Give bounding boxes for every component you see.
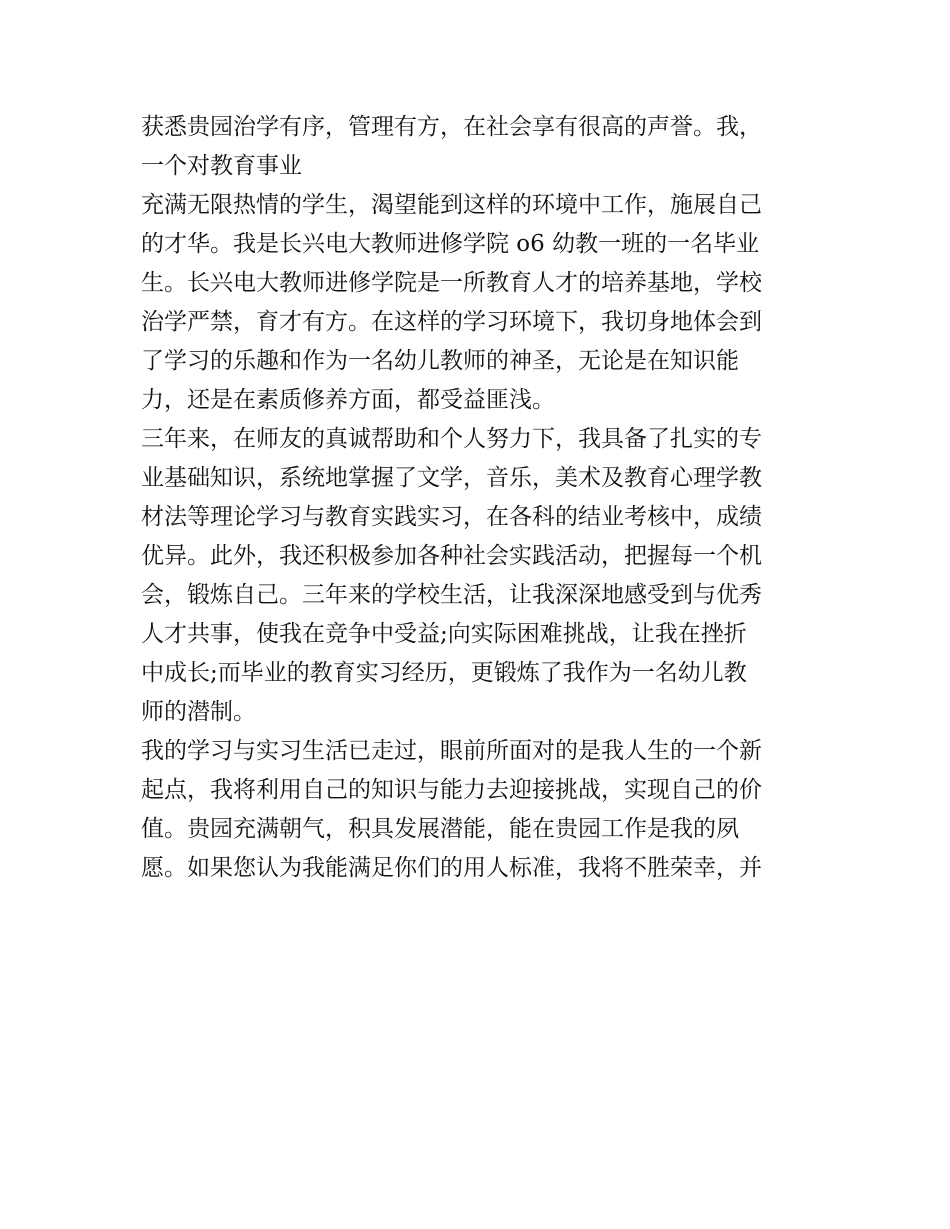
text-line: 起点，我将利用自己的知识与能力去迎接挑战，实现自己的价	[141, 777, 762, 803]
text-line: 生。长兴电大教师进修学院是一所教育人才的培养基地，学校	[141, 270, 762, 296]
text-line: 业基础知识，系统地掌握了文学，音乐，美术及教育心理学教	[141, 465, 762, 491]
text-line: 力，还是在素质修养方面，都受益匪浅。	[141, 387, 555, 413]
text-line: 值。贵园充满朝气，积具发展潜能，能在贵园工作是我的夙	[141, 816, 739, 842]
text-line: 获悉贵园治学有序，管理有方，在社会享有很高的声誉。我，	[141, 114, 762, 140]
text-line: 充满无限热情的学生，渴望能到这样的环境中工作，施展自己	[141, 192, 762, 218]
paragraph-3	[141, 420, 816, 732]
paragraph-4	[141, 732, 816, 888]
text-line: 我的学习与实习生活已走过，眼前所面对的是我人生的一个新	[141, 738, 762, 764]
text-line: 一个对教育事业	[141, 153, 302, 179]
text-line: 优异。此外，我还积极参加各种社会实践活动，把握每一个机	[141, 543, 762, 569]
text-line: 人才共事，使我在竞争中受益;向实际困难挑战，让我在挫折	[141, 621, 747, 647]
text-line: 师的潜制。	[141, 699, 256, 725]
paragraph-2	[141, 186, 816, 420]
text-line: 愿。如果您认为我能满足你们的用人标准，我将不胜荣幸，并	[141, 855, 762, 881]
text-line: 治学严禁，育才有方。在这样的学习环境下，我切身地体会到	[141, 309, 762, 335]
paragraph-1	[141, 108, 816, 186]
text-line: 会，锻炼自己。三年来的学校生活，让我深深地感受到与优秀	[141, 582, 762, 608]
text-line: 了学习的乐趣和作为一名幼儿教师的神圣，无论是在知识能	[141, 348, 739, 374]
text-line: 三年来，在师友的真诚帮助和个人努力下，我具备了扎实的专	[141, 426, 762, 452]
text-line: 材法等理论学习与教育实践实习，在各科的结业考核中，成绩	[141, 504, 762, 530]
text-line: 中成长;而毕业的教育实习经历，更锻炼了我作为一名幼儿教	[141, 660, 747, 686]
letter-body	[141, 108, 816, 888]
text-line: 的才华。我是长兴电大教师进修学院 o6 幼教一班的一名毕业	[141, 231, 760, 257]
